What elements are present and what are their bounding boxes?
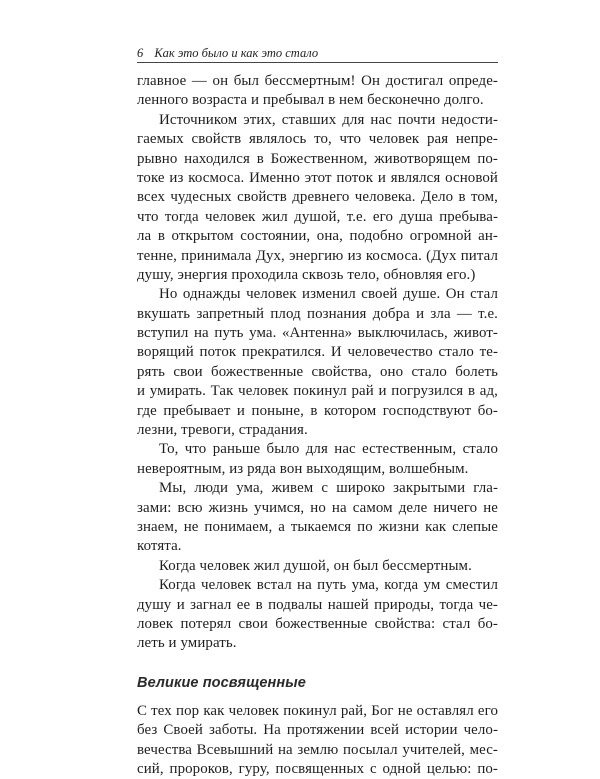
paragraph <box>137 285 498 440</box>
text-line: леть и умирать. <box>137 635 237 652</box>
text-line: ленного возраста и пребывал в нем бесконечно долго. <box>137 92 484 109</box>
paragraph <box>137 111 498 286</box>
section-gap <box>137 654 498 672</box>
paragraph <box>137 702 498 779</box>
text-line: лезни, тревоги, страдания. <box>137 422 308 439</box>
text-line: рять свои божественные свойства, оно стало болеть <box>137 363 498 380</box>
running-header <box>137 46 498 62</box>
text-line: тенне, принимала Дух, энергию из космоса. (Дух питал <box>137 247 498 264</box>
text-line: сий, пророков, гуру, посвященных с одной целью: по- <box>137 760 498 777</box>
text-line: вечества Всевышний на землю посылал учителей, мес- <box>137 741 498 758</box>
text-line: вкушать запретный плод познания добра и зла — т.е. <box>137 305 498 322</box>
text-line: Когда человек встал на путь ума, когда ум сместил <box>159 577 498 594</box>
paragraph <box>137 72 498 111</box>
section-heading: Великие посвященные <box>137 674 306 691</box>
page-number: 6 <box>137 46 144 60</box>
text-line: где пребывает и поныне, в котором господствуют бо- <box>137 402 498 419</box>
text-line: главное — он был бессмертным! Он достигал опреде- <box>137 73 498 89</box>
paragraph <box>137 440 498 479</box>
text-line: токе из космоса. Именно этот поток и являлся основой <box>137 169 498 186</box>
text-line: ворящий поток прекратился. И человечество стало те- <box>137 344 498 361</box>
text-line: душу и загнал ее в подвалы нашей природы, тогда че- <box>137 596 498 613</box>
text-line: ла в открытом состоянии, она, подобно огромной ан- <box>137 228 498 245</box>
text-line: всех чудесных свойств древнего человека. Дело в том, <box>137 189 498 206</box>
text-line: знаем, не понимаем, а тыкаемся по жизни как слепые <box>137 518 498 535</box>
text-line: гаемых свойств являлось то, что человек рая непре- <box>137 131 498 148</box>
running-title: Как это было и как это стало <box>154 46 319 60</box>
paragraph <box>137 479 498 557</box>
paragraph <box>137 576 498 654</box>
text-line: Мы, люди ума, живем с широко закрытыми гла- <box>159 480 498 497</box>
text-line: рывно находился в Божественном, животворящем по- <box>137 150 498 167</box>
text-line: душу, энергия проходила сквозь тело, обновляя его.) <box>137 266 476 283</box>
text-line: зами: всю жизнь учимся, но на самом деле ничего не <box>137 499 498 516</box>
text-line: То, что раньше было для нас естественным, стало <box>159 441 498 458</box>
text-line: невероятным, из ряда вон выходящим, волшебным. <box>137 460 469 477</box>
body-text <box>137 72 498 779</box>
text-line: вступил на путь ума. «Антенна» выключилась, живот- <box>137 325 498 342</box>
text-line: котята. <box>137 538 182 555</box>
text-line: Источником этих, ставших для нас почти недости- <box>159 111 498 128</box>
text-line: С тех пор как человек покинул рай, Бог не оставлял его <box>137 702 498 719</box>
paragraph <box>137 557 498 576</box>
text-line: без Своей заботы. На протяжении всей истории чело- <box>137 722 498 739</box>
heading-gap <box>137 694 498 702</box>
text-line: Но однажды человек изменил своей душе. Он стал <box>159 286 498 303</box>
text-line: что тогда человек жил душой, т.е. его душа пребыва- <box>137 208 498 225</box>
text-line: Когда человек жил душой, он был бессмертным. <box>159 557 472 574</box>
header-rule <box>137 62 498 63</box>
text-line: ловек потерял свои божественные свойства: стал бо- <box>137 615 498 632</box>
text-line: и умирать. Так человек покинул рай и погрузился в ад, <box>137 383 498 400</box>
